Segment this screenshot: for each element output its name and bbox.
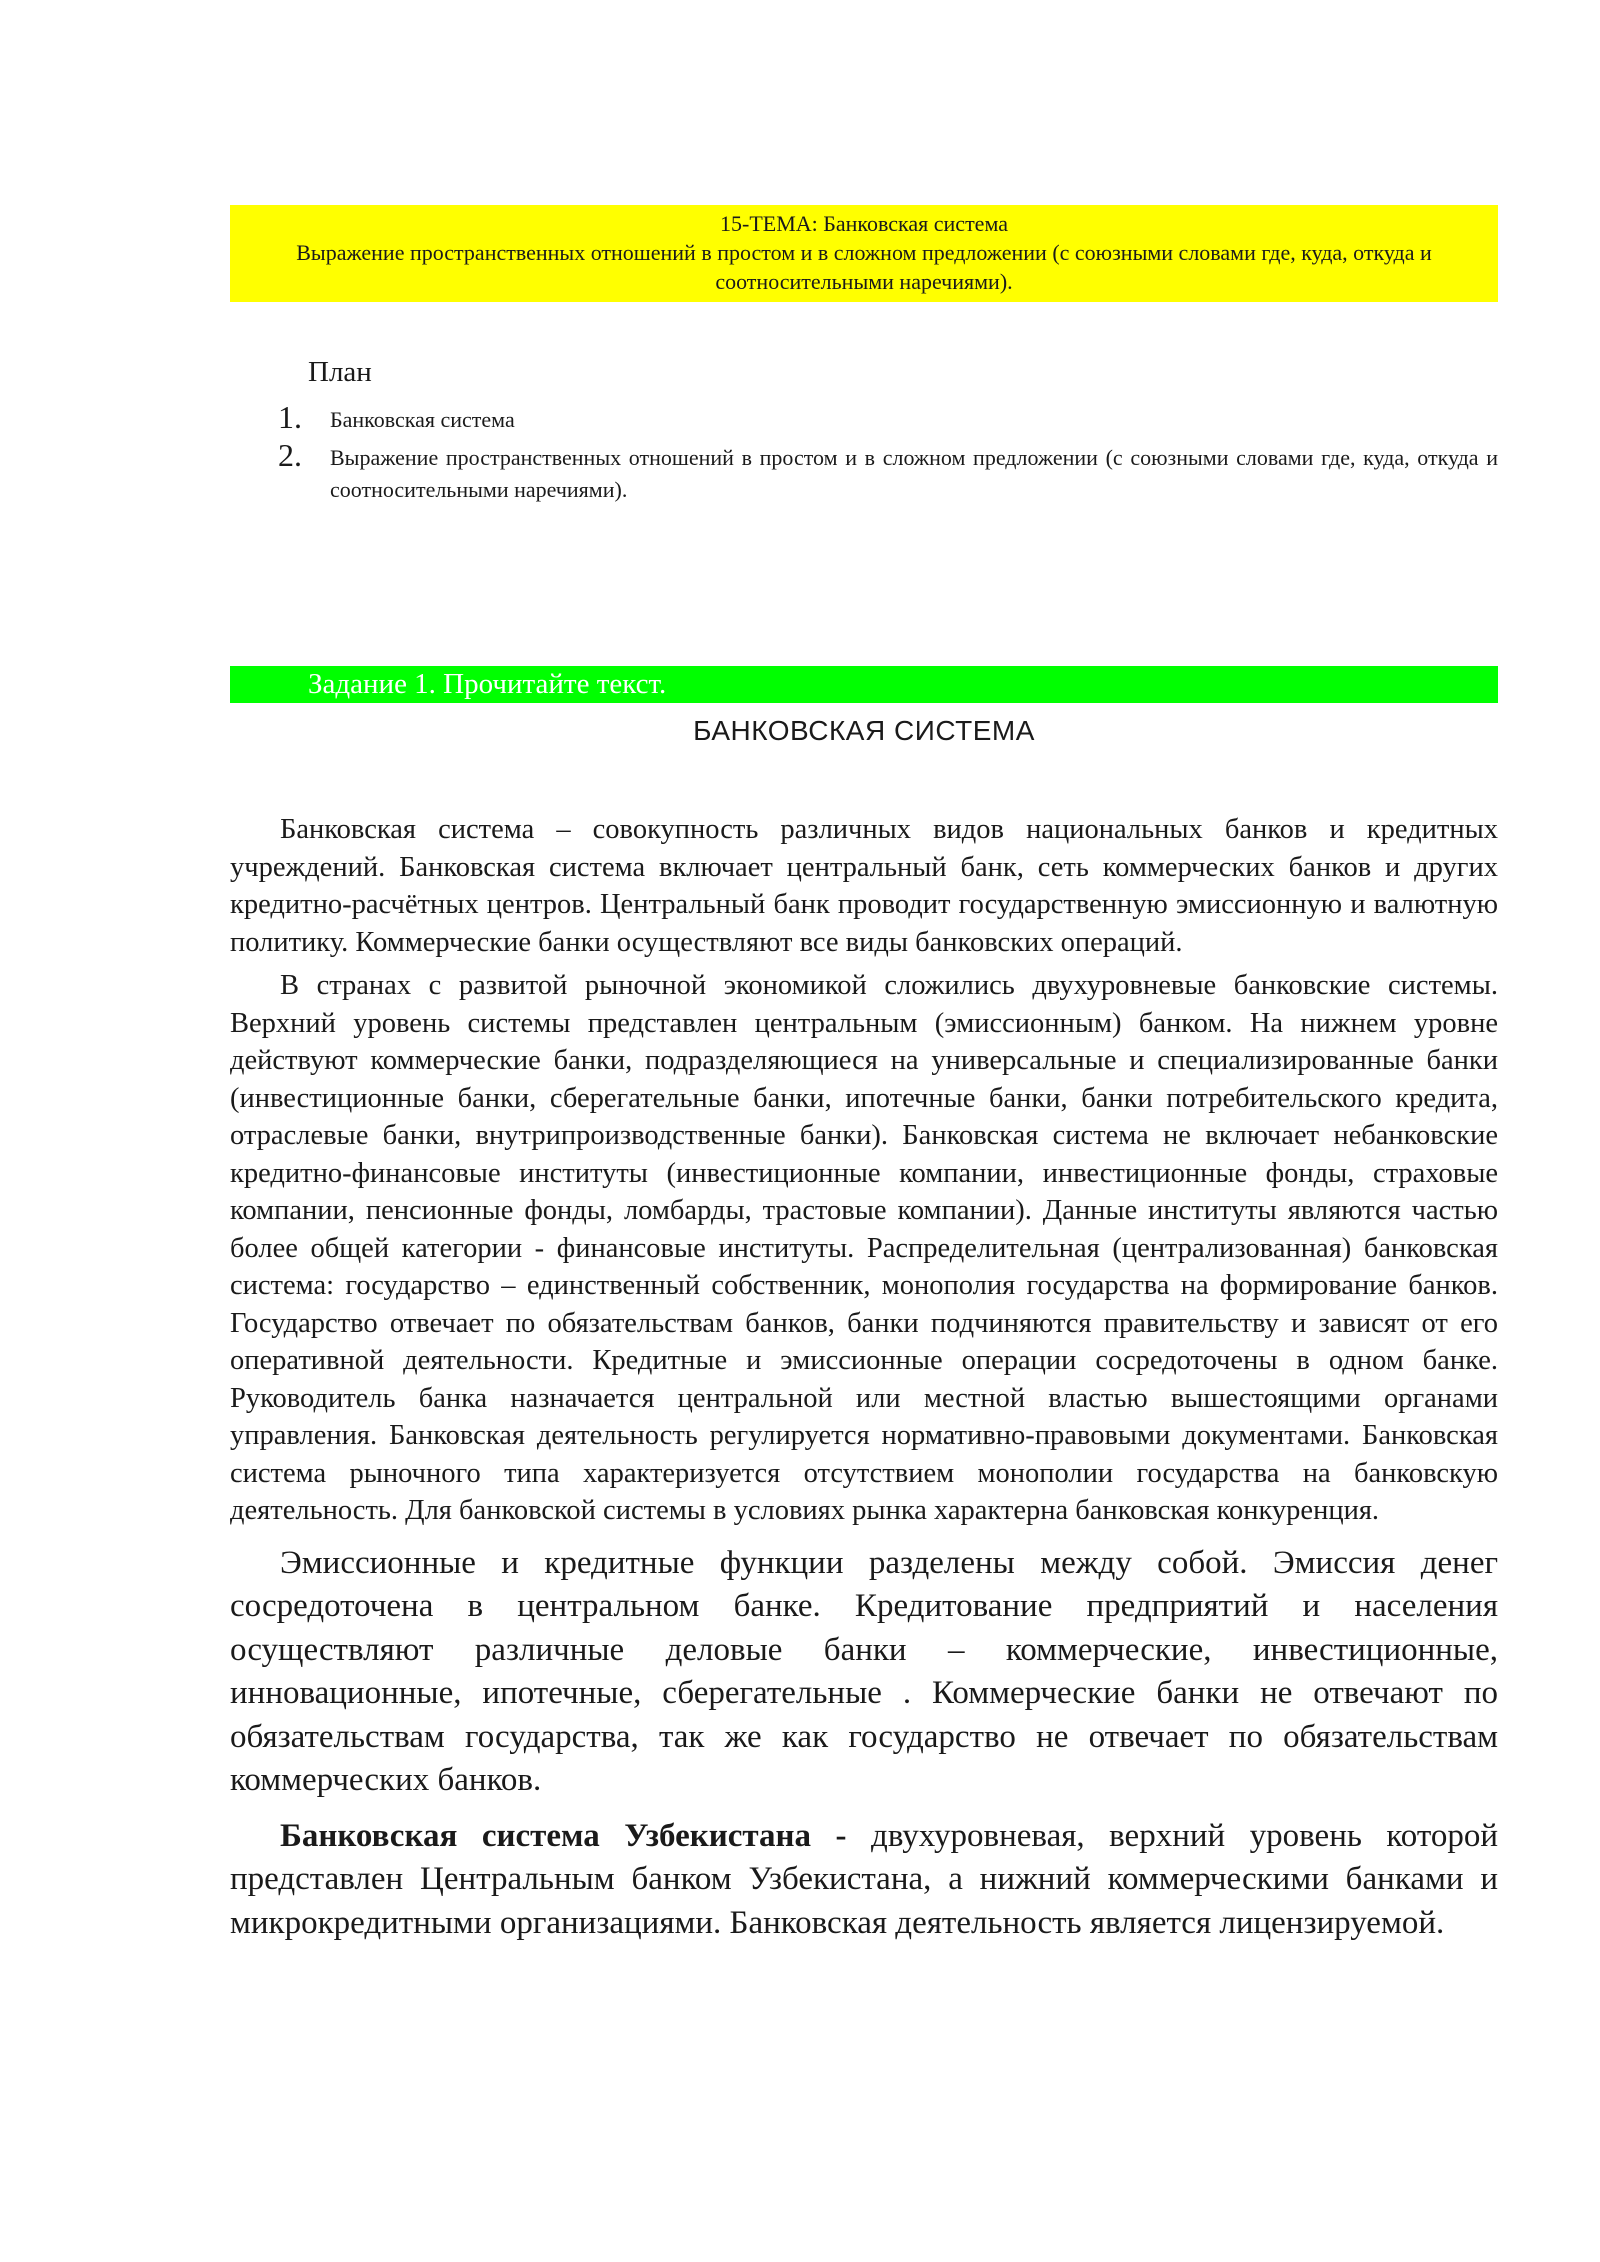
plan-item-text: Выражение пространственных отношений в простом и в сложном предложении (с союзными словами где, куда, откуда и соотносительными наречиями).: [330, 445, 1498, 502]
plan-item-text: Банковская система: [330, 407, 515, 432]
plan-item: [230, 437, 1498, 506]
topic-subtitle: Выражение пространственных отношений в простом и в сложном предложении (с союзными словами где, куда, откуда и соотносительными наречиями).: [296, 240, 1432, 294]
document-page: [230, 205, 1498, 1945]
topic-title: 15-ТЕМА: Банковская система: [720, 211, 1008, 236]
plan-item: [230, 399, 1498, 436]
plan-title: План: [308, 356, 372, 388]
topic-banner: [230, 205, 1498, 302]
article-heading: БАНКОВСКАЯ СИСТЕМА: [693, 715, 1035, 746]
article-paragraph: [230, 1815, 1498, 1946]
plan-list: [230, 399, 1498, 506]
task-banner: Задание 1. Прочитайте текст.: [230, 666, 1498, 703]
uzbekistan-term: Банковская система Узбекистана -: [280, 1817, 847, 1854]
plan-item-number: 2.: [278, 437, 302, 473]
article-paragraph: В странах с развитой рыночной экономикой сложились двухуровневые банковские системы. Верхний уровень системы представлен центральным (эмиссионным) банком. На нижнем уровне действуют коммерческие банки, подразделяющиеся на универсальные и специализированные банки (инвестиционные банки, сберегательные банки, ипотечные банки, банки потребительского кредита, отраслевые банки, внутрипроизводственные банки). Банковская система не включает небанковские кредитно-финансовые институты (инвестиционные компании, инвестиционные фонды, страховые компании, пенсионные фонды, ломбарды, трастовые компании). Данные институты являются частью более общей категории - финансовые институты. Распределительная (централизованная) банковская система: государство – единственный собственник, монополия государства на формирование банков. Государство отвечает по обязательствам банков, банки подчиняются правительству и зависят от его оперативной деятельности. Кредитные и эмиссионные операции сосредоточены в одном банке. Руководитель банка назначается центральной или местной властью вышестоящими органами управления. Банковская деятельность регулируется нормативно-правовыми документами. Банковская система рыночного типа характеризуется отсутствием монополии государства на банковскую деятельность. Для банковской системы в условиях рынка характерна банковская конкуренция.: [230, 970, 1498, 1526]
article-paragraph: Эмиссионные и кредитные функции разделены между собой. Эмиссия денег сосредоточена в центральном банке. Кредитование предприятий и населения осуществляют различные деловые банки – коммерческие, инвестиционные, инновационные, ипотечные, сберегательные . Коммерческие банки не отвечают по обязательствам государства, так же как государство не отвечает по обязательствам коммерческих банков.: [230, 1544, 1498, 1798]
plan-item-number: 1.: [278, 399, 302, 435]
article-paragraph: Банковская система – совокупность различных видов национальных банков и кредитных учреждений. Банковская система включает центральный банк, сеть коммерческих банков и других кредитно-расчётных центров. Центральный банк проводит государственную эмиссионную и валютную политику. Коммерческие банки осуществляют все виды банковских операций.: [230, 814, 1498, 958]
uzbekistan-description: двухуровневая, верхний уровень которой представлен Центральным банком Узбекистана, а нижний коммерческими банками и микрокредитными организациями. Банковская деятельность является лицензируемой.: [230, 1817, 1498, 1941]
